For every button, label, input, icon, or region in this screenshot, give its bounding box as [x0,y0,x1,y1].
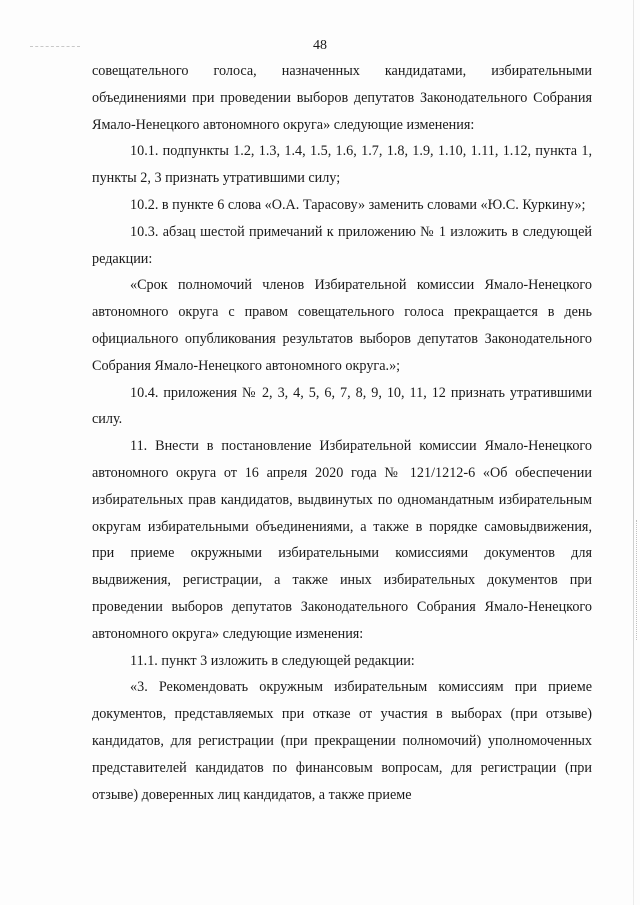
scan-edge [633,0,634,905]
paragraph-10-3: 10.3. абзац шестой примечаний к приложению № 1 изложить в следующей редакции: [92,223,592,267]
scan-edge-mark [636,520,638,640]
paragraph-continuation: совещательного голоса, назначенных кандидатами, избирательными объединениями при проведении выборов депутатов Законодательного Собрания Ямало-Ненецкого автономного округа» следующие изменения: [92,63,592,133]
page-number: 48 [313,38,327,53]
paragraph-10-2: 10.2. в пункте 6 слова «О.А. Тарасову» заменить словами «Ю.С. Куркину»; [130,196,586,213]
paragraph-11-1: 11.1. пункт 3 изложить в следующей редакции: [130,652,415,669]
paragraph-10-1: 10.1. подпункты 1.2, 1.3, 1.4, 1.5, 1.6, 1.7, 1.8, 1.9, 1.10, 1.11, 1.12, пункта 1, пункты 2, 3 признать утратившими силу; [92,143,592,187]
paragraph-10-4: 10.4. приложения № 2, 3, 4, 5, 6, 7, 8, 9, 10, 11, 12 признать утратившими силу. [92,384,592,428]
paragraph-quote-note: «Срок полномочий членов Избирательной комиссии Ямало-Ненецкого автономного округа с правом совещательного голоса прекращается в день официального опубликования результатов выборов депутатов Законодательного Собрания Ямало-Ненецкого автономного округа.»; [92,277,592,374]
paragraph-11: 11. Внести в постановление Избирательной комиссии Ямало-Ненецкого автономного округа от 16 апреля 2020 года № 121/1212-6 «Об обеспечении избирательных прав кандидатов, выдвинутых по одномандатным избирательным округам избирательными объединениями, а также в порядке самовыдвижения, при приеме окружными избирательными комиссиями документов для выдвижения, регистрации, а также иных избирательных документов при проведении выборов депутатов Законодательного Собрания Ямало-Ненецкого автономного округа» следующие изменения: [92,438,592,642]
paragraph-quote-3: «3. Рекомендовать окружным избирательным комиссиям при приеме документов, представляемых при отказе от участия в выборах (при отзыве) кандидатов, для регистрации (при прекращении полномочий) уполномоченных представителей кандидатов по финансовым вопросам, для регистрации (при отзыве) доверенных лиц кандидатов, а также приеме [92,679,592,803]
document-body [92,58,592,808]
